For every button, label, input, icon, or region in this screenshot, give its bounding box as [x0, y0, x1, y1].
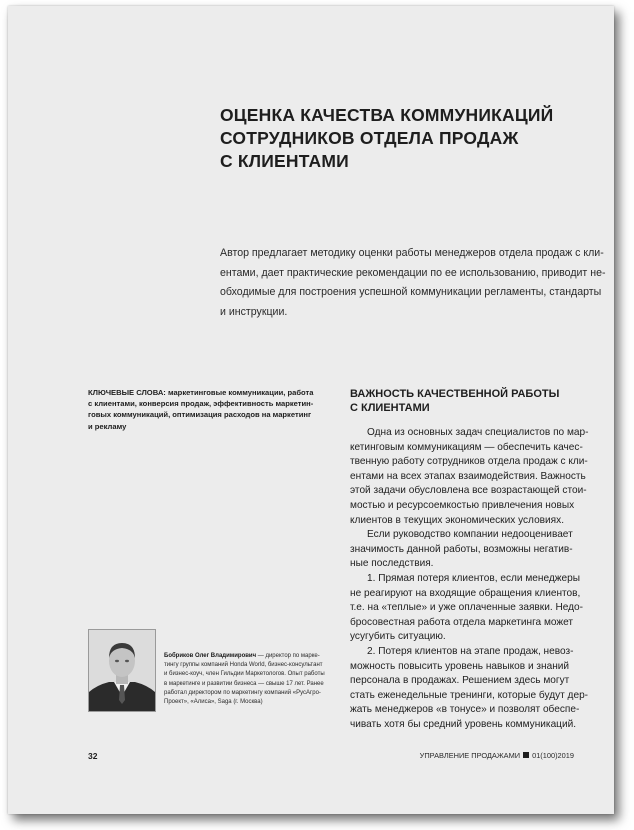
author-photo	[88, 629, 156, 712]
body-line: Одна из основных задач специалистов по мар-	[367, 427, 589, 438]
lead-line: и инструкции.	[220, 305, 288, 318]
article-title-line: СОТРУДНИКОВ ОТДЕЛА ПРОДАЖ	[220, 128, 519, 148]
article-title-line: ОЦЕНКА КАЧЕСТВА КОММУНИКАЦИЙ	[220, 105, 554, 125]
body-line: значимость данной работы, возможны негатив-	[350, 543, 573, 555]
author-bio-line: тингу группы компаний Honda World, бизнес-консультант	[164, 662, 323, 669]
body-line: твенную работу сотрудников отдела продаж с кли-	[350, 456, 588, 468]
magazine-page	[8, 6, 614, 814]
author-bio	[164, 652, 334, 707]
author-portrait-icon	[89, 630, 155, 711]
lead-line: обходимые для построения успешной коммуникации регламенты, стандарты	[220, 286, 602, 298]
body-line: ентами на всех этапах взаимодействия. Важность	[350, 470, 586, 482]
author-bio-text: — директор по марке-	[256, 653, 320, 659]
body-line: 1. Прямая потеря клиентов, если менеджеры	[367, 572, 580, 584]
author-bio-line: работал директором по маркетингу компаний «РусАгро-	[164, 689, 321, 696]
lead-line: ентами, дает практические рекомендации по ее использованию, приводит не-	[220, 266, 606, 279]
body-line: т.е. на «теплые» и уже оплаченные заявки. Недо-	[350, 602, 584, 614]
author-bio-line: Проект», «Алиса», Saga (г. Москва)	[164, 699, 263, 706]
article-title	[220, 104, 580, 173]
body-line: чивать хотя бы средний уровень коммуникаций.	[350, 718, 577, 730]
journal-footer	[420, 751, 574, 760]
keywords-block	[88, 387, 328, 432]
keywords-line: и рекламу	[88, 421, 127, 431]
author-bio-first-line	[164, 652, 334, 661]
article-body	[350, 426, 590, 732]
section-heading-line: С КЛИЕНТАМИ	[350, 402, 430, 414]
keywords-line: КЛЮЧЕВЫЕ СЛОВА: маркетинговые коммуникации, работа	[88, 388, 314, 397]
body-line: жать менеджеров «в тонусе» и позволят обеспе-	[350, 704, 580, 716]
body-line: мостью и ресурсоемкостью привлечения новых	[350, 499, 575, 511]
author-name: Бобриков Олег Владимирович	[164, 653, 257, 659]
body-line: кетинговым коммуникациям — обеспечить качес-	[350, 441, 583, 453]
body-line: 2. Потеря клиентов на этапе продаж, невоз-	[367, 645, 574, 657]
section-heading-line: ВАЖНОСТЬ КАЧЕСТВЕННОЙ РАБОТЫ	[350, 388, 560, 400]
article-title-line: С КЛИЕНТАМИ	[220, 151, 349, 171]
journal-name: УПРАВЛЕНИЕ ПРОДАЖАМИ	[419, 751, 521, 760]
page-number: 32	[88, 751, 98, 761]
body-line: Если руководство компании недооценивает	[367, 529, 573, 541]
body-line: можность повысить уровень навыков и знаний	[350, 660, 570, 672]
body-line: не реагируют на входящие обращения клиентов,	[350, 587, 581, 599]
section-heading	[350, 387, 600, 415]
author-bio-line: в маркетинге и развитии бизнеса — свыше 17 лет. Ранее	[164, 680, 324, 687]
keywords-line: говых коммуникаций, оптимизация расходов на маркетинг	[88, 410, 312, 420]
body-line: бросовестная работа отдела маркетинга может	[350, 616, 574, 628]
square-bullet-icon	[523, 752, 529, 758]
body-line: стать еженедельные тренинги, которые будут дер-	[350, 689, 589, 701]
body-line: этой задачи обусловлена все возрастающей стои-	[350, 485, 587, 497]
author-bio-line: и бизнес-коуч, член Гильдии Маркетологов. Опыт работы	[164, 671, 325, 678]
body-line: персонала в продажах. Решением здесь могут	[350, 675, 570, 687]
body-line: клиентов в текущих экономических условиях.	[350, 514, 564, 526]
body-line: ные последствия.	[350, 558, 434, 570]
body-line: усугубить ситуацию.	[350, 631, 446, 643]
keywords-line: с клиентами, конверсия продаж, эффективность маркетин-	[88, 399, 314, 409]
lead-line: Автор предлагает методику оценки работы менеджеров отдела продаж с кли-	[220, 247, 604, 259]
journal-issue: 01(100)2019	[532, 751, 574, 760]
article-lead	[220, 244, 606, 322]
